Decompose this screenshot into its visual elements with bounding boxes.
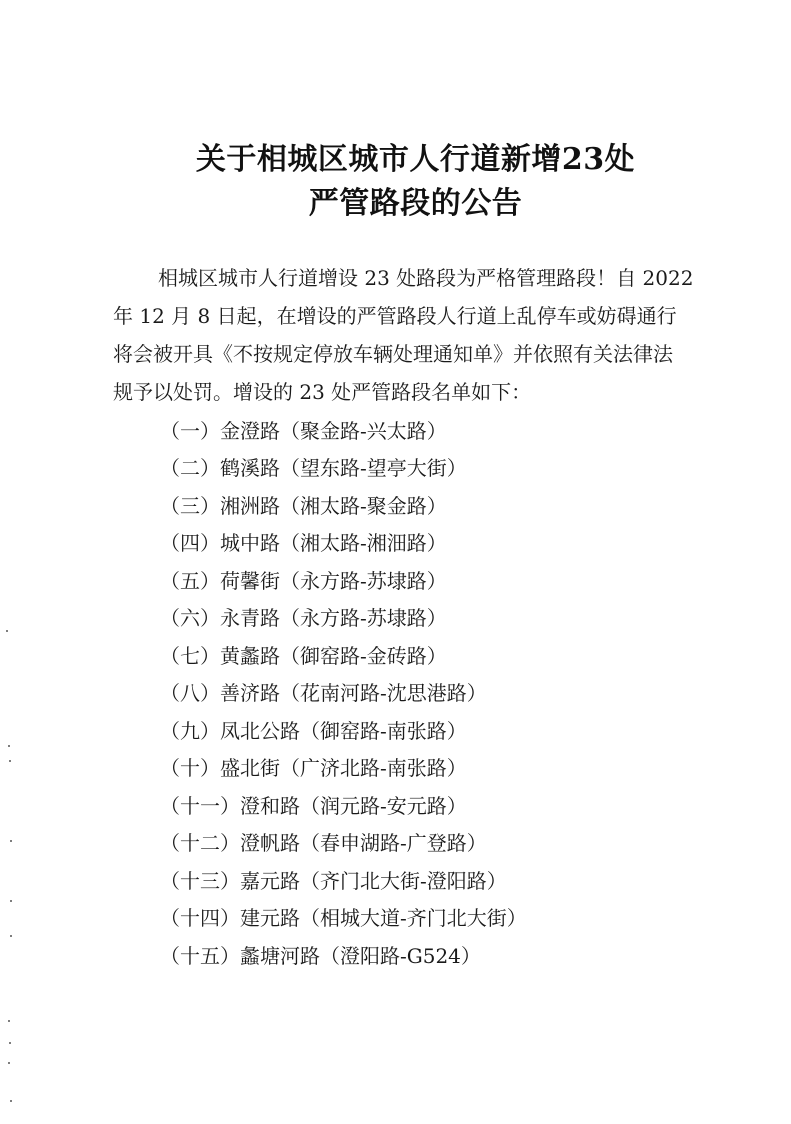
list-item: （一）金澄路（聚金路-兴太路） xyxy=(160,419,447,443)
list-item: （十五）蠡塘河路（澄阳路-G524） xyxy=(160,944,481,968)
notice-title-line-1: 关于相城区城市人行道新增23处 xyxy=(195,142,636,177)
list-item: （十四）建元路（相城大道-齐门北大街） xyxy=(160,906,527,930)
list-item: （三）湘洲路（湘太路-聚金路） xyxy=(160,494,447,518)
scan-speck xyxy=(6,630,8,632)
body-line-2: 年 12 月 8 日起，在增设的严管路段人行道上乱停车或妨碍通行 xyxy=(113,304,677,328)
list-item: （九）凤北公路（御窑路-南张路） xyxy=(160,719,467,743)
list-item: （六）永青路（永方路-苏埭路） xyxy=(160,606,447,630)
scan-speck xyxy=(10,900,12,902)
scan-speck xyxy=(8,745,10,747)
body-line-1: 相城区城市人行道增设 23 处路段为严格管理路段！自 2022 xyxy=(158,266,694,290)
list-item: （二）鹤溪路（望东路-望亭大街） xyxy=(160,456,467,480)
scan-speck xyxy=(10,935,12,937)
list-item: （十三）嘉元路（齐门北大街-澄阳路） xyxy=(160,869,507,893)
scan-speck xyxy=(10,1100,12,1102)
scan-speck xyxy=(10,840,12,842)
scan-speck xyxy=(9,1042,11,1044)
list-item: （八）善济路（花南河路-沈思港路） xyxy=(160,681,487,705)
list-item: （五）荷馨街（永方路-苏埭路） xyxy=(160,569,447,593)
list-item: （十）盛北街（广济北路-南张路） xyxy=(160,756,467,780)
scan-speck xyxy=(9,760,11,762)
notice-title-line-2: 严管路段的公告 xyxy=(308,186,523,221)
list-item: （四）城中路（湘太路-湘沺路） xyxy=(160,531,447,555)
list-item: （七）黄蠡路（御窑路-金砖路） xyxy=(160,644,447,668)
list-item: （十二）澄帆路（春申湖路-广登路） xyxy=(160,831,487,855)
list-item: （十一）澄和路（润元路-安元路） xyxy=(160,794,467,818)
scan-speck xyxy=(8,1020,10,1022)
scan-speck xyxy=(8,1062,10,1064)
body-line-4: 规予以处罚。增设的 23 处严管路段名单如下： xyxy=(113,380,532,404)
body-line-3: 将会被开具《不按规定停放车辆处理通知单》并依照有关法律法 xyxy=(113,342,673,366)
